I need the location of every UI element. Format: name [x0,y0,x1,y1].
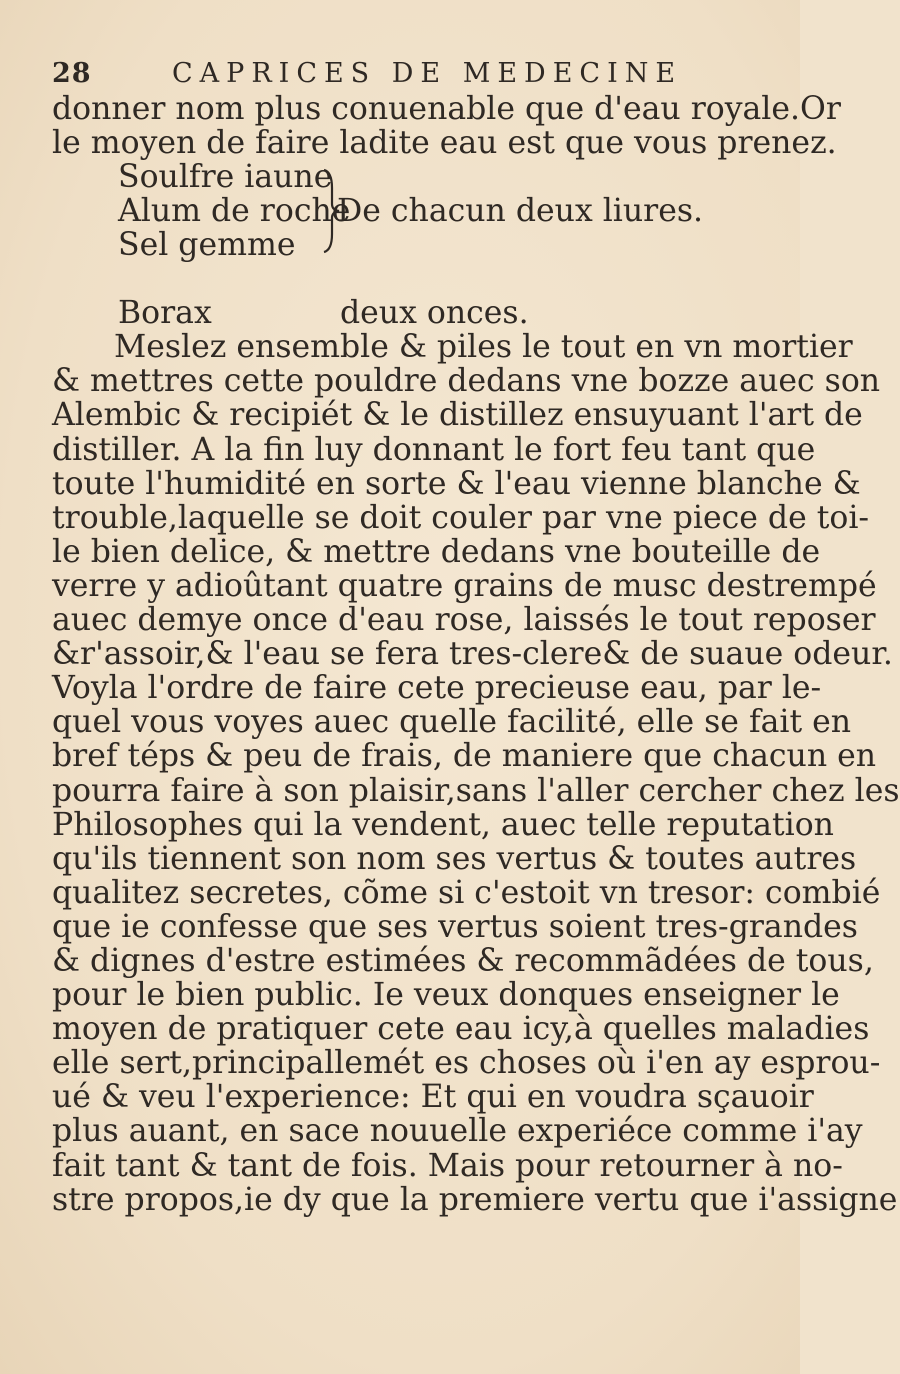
text-line: bref téps & peu de frais, de maniere que chacun en [52,738,877,775]
text-line: elle sert,principallemét es choses où i'en ay esprou- [52,1045,881,1082]
text-line: &r'assoir,& l'eau se fera tres-clere& de suaue odeur. [52,636,893,673]
text-line: Voyla l'ordre de faire cete precieuse eau, par le- [52,670,822,707]
text-line: & dignes d'estre estimées & recommãdées de tous, [52,942,874,979]
text-line: qualitez secretes, cõme si c'estoit vn tresor: combié [52,874,881,911]
text-line: quel vous voyes auec quelle facilité, elle se fait en [52,704,852,741]
ingredient: Sel gemme [118,227,296,264]
text-line: trouble,laquelle se doit couler par vne piece de toi- [52,499,870,536]
text-line: Philosophes qui la vendent, auec telle reputation [52,806,834,843]
text-line: le moyen de faire ladite eau est que vous prenez. [52,125,837,162]
text-line: le bien delice, & mettre dedans vne bouteille de [52,533,821,570]
text-line: qu'ils tiennent son nom ses vertus & toutes autres [52,840,857,877]
text-line: stre propos,ie dy que la premiere vertu que i'assigne [52,1181,898,1218]
text-line: que ie confesse que ses vertus soient tres-grandes [52,908,858,945]
text-line: donner nom plus conuenable que d'eau royale.Or [52,91,841,127]
recipe-last-row [52,296,782,330]
text-line: fait tant & tant de fois. Mais pour retourner à no- [52,1147,843,1184]
text-line: moyen de pratiquer cete eau icy,à quelles maladies [52,1011,870,1048]
text-line: distiller. A la fin luy donnant le fort feu tant que [52,431,816,468]
text-line: Alembic & recipiét & le distillez ensuyuant l'art de [52,397,863,434]
text-line: auec demye once d'eau rose, laissés le tout reposer [52,602,876,639]
ingredient: Borax [118,295,212,332]
text-line: pour le bien public. Ie veux donques enseigner le [52,977,840,1014]
page-header [52,58,752,94]
text-line: ué & veu l'experience: Et qui en voudra sçauoir [52,1079,814,1116]
text-line: toute l'humidité en sorte & l'eau vienne blanche & [52,465,861,502]
recipe-block [52,160,782,296]
text-line: verre y adioûtant quatre grains de musc destrempé [52,567,877,604]
page-number: 28 [52,58,92,89]
ingredient: Alum de roche [118,193,351,230]
running-title: CAPRICES DE MEDECINE [172,58,683,89]
ingredient: Soulfre iaune [118,159,333,196]
text-line: Meslez ensemble & piles le tout en vn mortier [114,329,853,366]
text-line: & mettres cette pouldre dedans vne bozze auec son [52,363,881,400]
text-line: pourra faire à son plaisir,sans l'aller cercher chez les [52,772,900,809]
braced-dose: De chacun deux liures. [337,193,704,230]
text-line: plus auant, en sace nouuelle experiéce comme i'ay [52,1113,863,1150]
body-text [52,91,900,1218]
ingredient-dose: deux onces. [340,295,529,332]
